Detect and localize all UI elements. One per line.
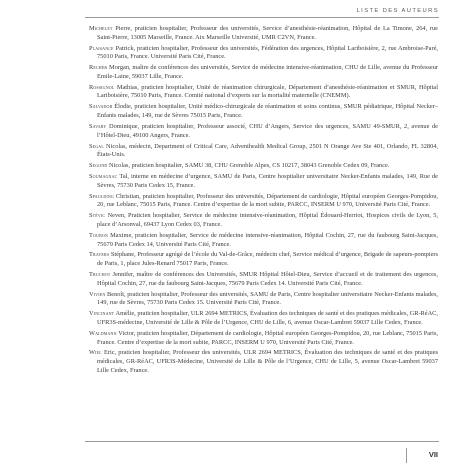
author-entry: [89, 330, 438, 347]
author-entry: [89, 291, 438, 308]
author-surname: Waldmann: [89, 329, 117, 337]
author-entry: [89, 271, 438, 288]
author-entry: [89, 212, 438, 229]
author-surname: Soumagnac: [89, 173, 118, 181]
author-entry: [89, 123, 438, 140]
author-surname: Stévic: [89, 212, 106, 220]
author-surname: Vincinant: [89, 310, 115, 318]
author-surname: Rossignol: [89, 83, 115, 91]
author-entry: [89, 25, 438, 42]
author-entry: [89, 193, 438, 210]
author-surname: Plaisance: [89, 44, 114, 52]
author-details: Maxime, praticien hospitalier, Service de médecine intensive-réanimation, Hôpital Cochin, 27, rue du faubourg Saint-Jacques, 75679 Paris Cedex 14, Université Paris Cité, France.: [97, 231, 438, 248]
author-surname: Vivien: [89, 290, 106, 298]
author-surname: Michelet: [89, 25, 113, 32]
folio-divider: [406, 448, 447, 463]
author-surname: Segond: [89, 162, 108, 170]
author-entry: [89, 310, 438, 327]
author-details: Stéphane, Professeur agrégé de l’école du Val-de-Grâce, médecin chef, Service médical d’urgence, Brigade de sapeurs-pompiers de Paris, 1, place Jules-Renard 75017 Paris, France.: [97, 251, 438, 268]
author-details: Nicolas, médecin, Department of Critical Care, Adventhealth Medical Group, 2501 N Orange Ave Ste 401, Orlando, FL 32804, États-Unis.: [97, 142, 438, 159]
author-entry: [89, 84, 438, 101]
header-rule: [85, 17, 439, 18]
author-surname: Travers: [89, 251, 110, 259]
author-details: Mathias, praticien hospitalier, Unité de réanimation chirurgicale, Département d’anesthésie-réanimation et SMUR, Hôpital Lariboisière, 75010 Paris, France. Comité national d’experts sur la mortalité maternelle (CNEMM).: [97, 83, 438, 100]
author-surname: Wiel: [89, 349, 102, 357]
author-details: Dominique, praticien hospitalier, Professeur associé, CHU d’Angers, Service des urgences, SAMU 49-SMUR, 2, avenue de l’Hôtel-Dieu, 49100 Angers, France.: [97, 122, 438, 139]
author-entry: [89, 143, 438, 160]
author-entry: [89, 64, 438, 81]
author-entry: [89, 251, 438, 268]
author-entry: [89, 173, 438, 190]
author-surname: Toubon: [89, 231, 108, 239]
author-details: Nicolas, praticien hospitalier, SAMU 38, CHU Grenoble Alpes, CS 10217, 38043 Grenoble Cedex 09, France.: [107, 162, 390, 170]
author-details: Tal, interne en médecine d’urgence, SAMU de Paris, Centre hospitalier universitaire Necker-Enfants malades, 149, Rue de Sèvres, 75730 Paris Cedex 15, France.: [97, 173, 438, 189]
author-details: Morgan, maître de conférences des universités, Service de médecine intensive-réanimation, CHU de Lille, avenue du Professeur Emile-Laine, 59037 Lille, France.: [97, 64, 438, 80]
author-details: Christian, praticien hospitalier, Professeur des universités, Département de cardiologie, Hôpital européen Georges-Pompidou, 20, rue Leblanc, 75015 Paris, France. Centre d’expertise de la mort subite, PARCC, INSERM U 970, Université Paris Cité, France.: [97, 192, 438, 209]
author-details: Eric, praticien hospitalier, Professeur des universités, ULR 2694 METRICS, Évaluation des techniques de santé et des pratiques médicales, GR-RéAC, UFR3S-Médecine, Université de Lille & Pôle de l’Urgence, CHU de Lille, 5, avenue Oscar-Lambret 59037 Lille Cedex, France.: [97, 349, 438, 374]
author-details: Patrick, praticien hospitalier, Professeur des universités, Fédération des urgences, Hôpital Lariboisière, 2, rue Ambroise-Paré, 75010 Paris, France. Université Paris Cité, France.: [97, 44, 438, 61]
footer-rule: [85, 441, 439, 442]
author-surname: Truchot: [89, 271, 111, 279]
author-details: Victor, praticien hospitalier, Département de cardiologie, Hôpital européen Georges-Pompidou, 20, rue Leblanc, 75015 Paris, France. Centre d’expertise de la mort subite, PARCC, INSERM U 970, Université Paris Cité, France.: [97, 329, 438, 346]
author-entry: [89, 162, 438, 171]
author-surname: Salvador: [89, 103, 113, 111]
author-surname: Spaulding: [89, 192, 114, 200]
author-details: Jennifer, maître de conférences des Universités, SMUR Hôpital Hôtel-Dieu, Service d’accueil et de traitement des urgences, Hôpital Cochin, 27, rue du faubourg Saint-Jacques, 75679 Paris Cedex 14. Université Paris Cité, France.: [97, 271, 438, 287]
running-header: LISTE DES AUTEURS: [356, 8, 439, 14]
author-entry: [89, 349, 438, 375]
author-details: Pierre, praticien hospitalier, Professeur des universités, Service d’anesthésie-réanimation, Hôpital de La Timone, 264, rue Saint-Pierre, 13005 Marseille, France. Aix Marseille Université, UMR C2VN, France.: [97, 25, 438, 41]
author-details: Élodie, praticien hospitalier, Unité médico-chirurgicale de réanimation et soins continus, SMUR pédiatrique, Hôpital Necker–Enfants malades, 149, rue de Sèvres 75015 Paris, France.: [97, 103, 438, 120]
author-details: Benoît, praticien hospitalier, Professeur des universités, SAMU de Paris, Centre hospitalier universitaire Necker-Enfants malades, 149, rue de Sèvres, 75730 Paris Cedex 15. Université Paris Cité, France.: [97, 290, 438, 307]
author-entry: [89, 232, 438, 249]
author-surname: Recher: [89, 64, 108, 72]
author-details: Neven, Praticien hospitalier, Service de médecine intensive-réanimation, Hôpital Édouard-Herriot, Hospices civils de Lyon, 5, place d’Arsonval, 69437 Lyon Cedex 03, France.: [97, 212, 438, 228]
author-entry: [89, 45, 438, 62]
author-details: Amélie, praticien hospitalier, ULR 2694 METRICS, Évaluation des techniques de santé et des pratiques médicales, GR-RéAC, UFR3S-médecine, Université de Lille & Pôle de l’Urgence, CHU de Lille, 6, avenue Oscar-Lambret 59037 Lille Cedex, France.: [97, 310, 438, 326]
author-list: [89, 25, 438, 378]
page-number: VII: [428, 450, 438, 459]
author-entry: [89, 103, 438, 120]
author-surname: Savary: [89, 122, 107, 130]
author-surname: Segal: [89, 142, 104, 150]
